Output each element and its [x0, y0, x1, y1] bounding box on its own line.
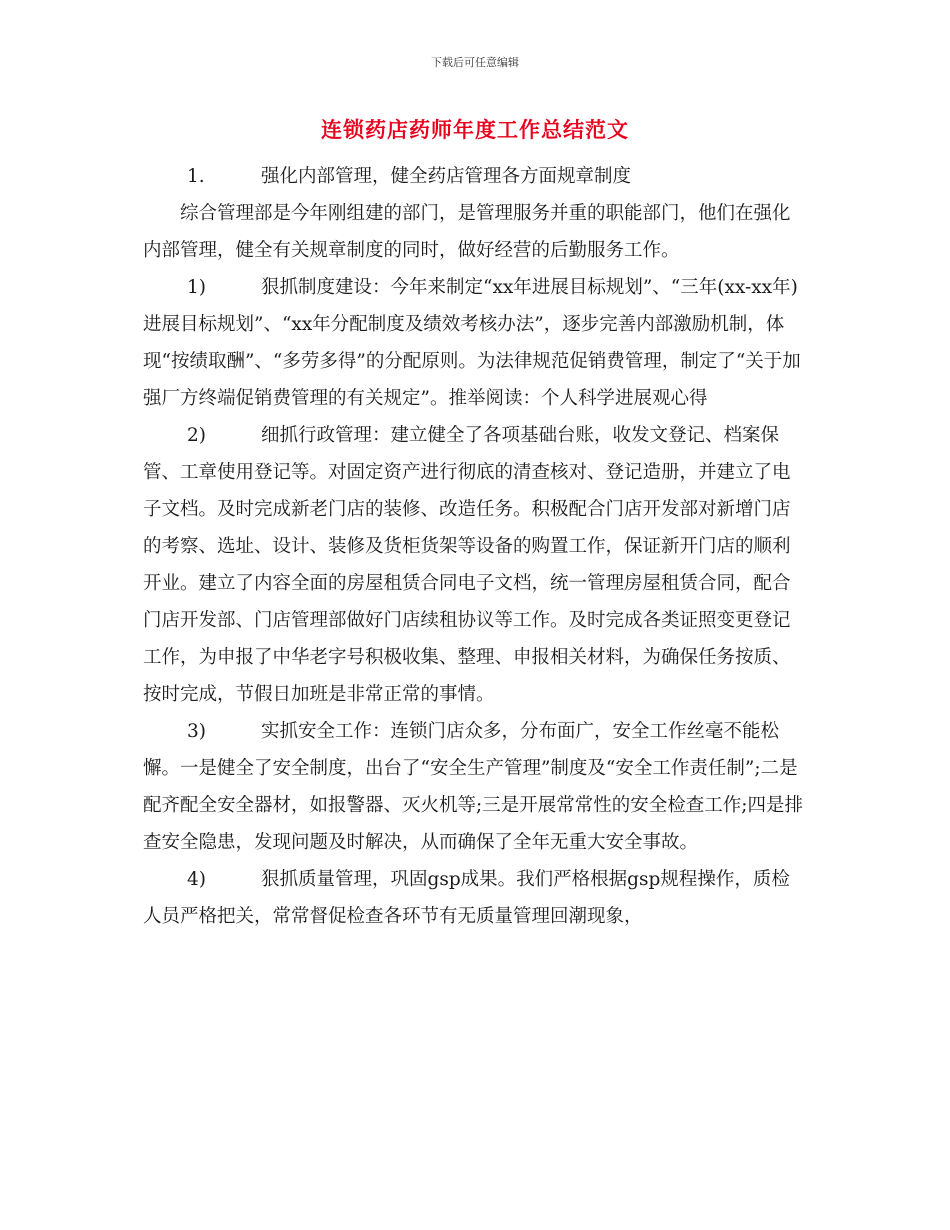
document-title: 连锁药店药师年度工作总结范文: [321, 117, 629, 142]
list-item: [143, 713, 808, 861]
section-number: 1.: [187, 166, 205, 187]
list-item-text: 实抓安全工作：连锁门店众多，分布面广，安全工作丝毫不能松懈。一是健全了安全制度，出台了“安全生产管理”制度及“安全工作责任制”;二是配齐配全安全器材，如报警器、灭火机等;三是开展常常性的安全检查工作;四是排查安全隐患，发现问题及时解决，从而确保了全年无重大安全事故。: [143, 721, 803, 853]
list-number: 1): [187, 277, 206, 298]
list-number: 4): [187, 869, 206, 890]
section-text: 强化内部管理，健全药店管理各方面规章制度: [261, 166, 632, 187]
list-item-text: 细抓行政管理：建立健全了各项基础台账，收发文登记、档案保管、工章使用登记等。对固定资产进行彻底的清查核对、登记造册，并建立了电子文档。及时完成新老门店的装修、改造任务。积极配合门店开发部对新增门店的考察、选址、设计、装修及货柜货架等设备的购置工作，保证新开门店的顺利开业。建立了内容全面的房屋租赁合同电子文档，统一管理房屋租赁合同，配合门店开发部、门店管理部做好门店续租协议等工作。及时完成各类证照变更登记工作，为申报了中华老字号积极收集、整理、申报相关材料，为确保任务按质、按时完成，节假日加班是非常正常的事情。: [143, 425, 791, 705]
paragraph-text: 综合管理部是今年刚组建的部门，是管理服务并重的职能部门，他们在强化内部管理，健全有关规章制度的同时，做好经营的后勤服务工作。: [143, 203, 791, 261]
page-header-note: 下载后可任意编辑: [431, 56, 519, 69]
list-item-text: 狠抓质量管理，巩固gsp成果。我们严格根据gsp规程操作，质检人员严格把关，常常督促检查各环节有无质量管理回潮现象，: [143, 869, 790, 927]
section-heading: [143, 158, 808, 195]
paragraph: [143, 195, 808, 269]
list-item: [143, 417, 808, 713]
list-item: [143, 861, 808, 935]
list-item-text: 狠抓制度建设：今年来制定“xx年进展目标规划”、“三年(xx-xx年)进展目标规划”、“xx年分配制度及绩效考核办法”，逐步完善内部激励机制，体现“按绩取酬”、“多劳多得”的分配原则。为法律规范促销费管理，制定了“关于加强厂方终端促销费管理的有关规定”。推举阅读：个人科学进展观心得: [143, 277, 801, 409]
list-item: [143, 269, 808, 417]
document-body: [143, 158, 808, 935]
list-number: 2): [187, 425, 206, 446]
list-number: 3): [187, 721, 206, 742]
